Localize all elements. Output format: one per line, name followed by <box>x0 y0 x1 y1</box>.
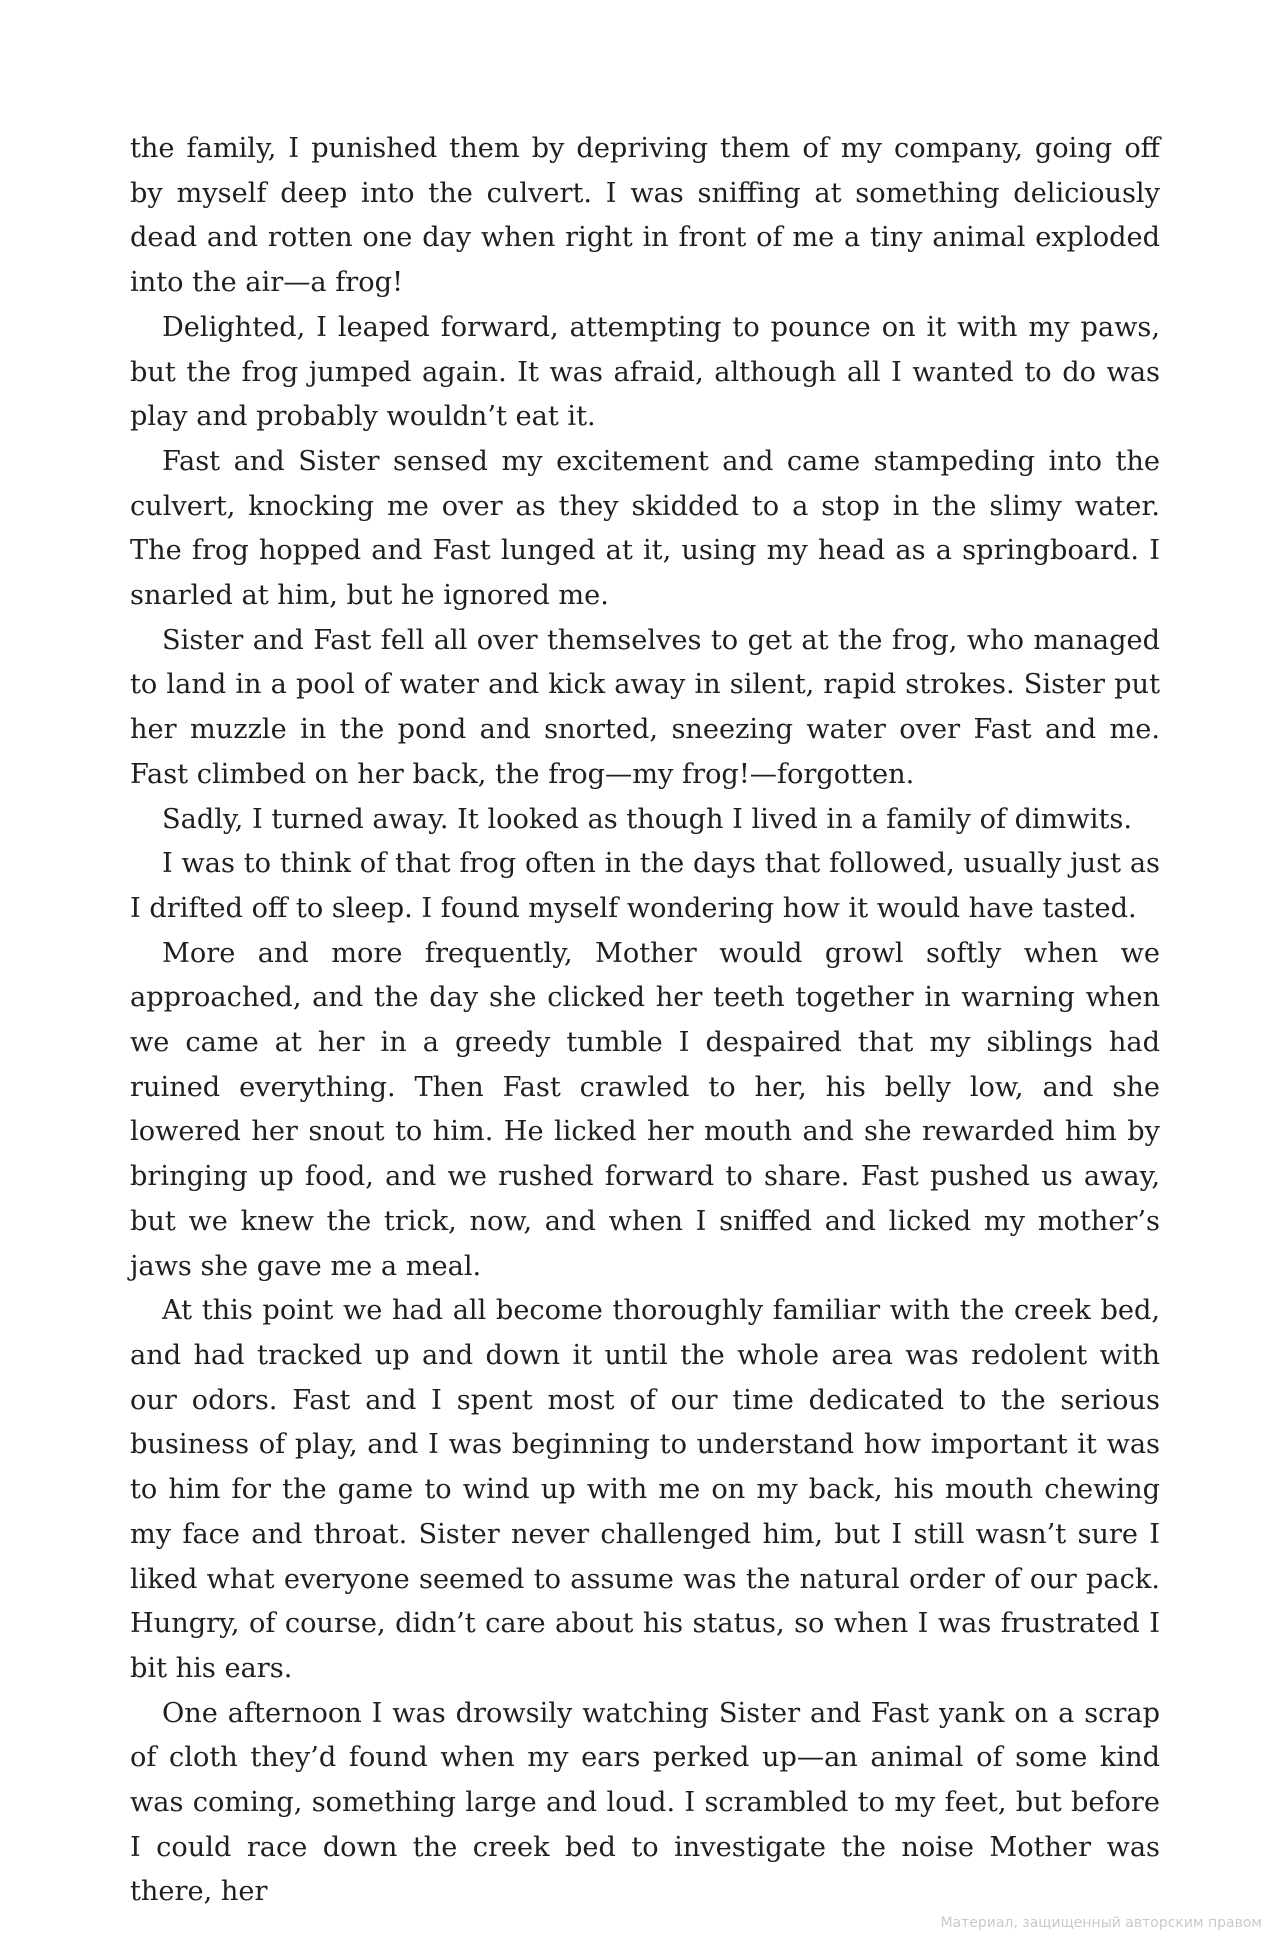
paragraph-9: One afternoon I was drowsily watching Sister and Fast yank on a scrap of cloth they’d found when my ears perked up—an animal of some kind was coming, something large and loud. I scrambled to my feet, but before I could race down the creek bed to investigate the noise Mother was there, her <box>130 1697 1160 1908</box>
paragraph-4: Sister and Fast fell all over themselves to get at the frog, who managed to land in a pool of water and kick away in silent, rapid strokes. Sister put her muzzle in the pond and snorted, sneezing water over Fast and me. Fast climbed on her back, the frog—my frog!—forgotten. <box>130 624 1160 790</box>
paragraph-8: At this point we had all become thoroughly familiar with the creek bed, and had tracked up and down it until the whole area was redolent with our odors. Fast and I spent most of our time dedicated to the serious business of play, and I was beginning to understand how important it was to him for the game to wind up with me on my back, his mouth chewing my face and throat. Sister never challenged him, but I still wasn’t sure I liked what everyone seemed to assume was the natural order of our pack. Hungry, of course, didn’t care about his status, so when I was frustrated I bit his ears. <box>130 1295 1160 1684</box>
book-page-text <box>130 127 1160 1915</box>
paragraph-6: I was to think of that frog often in the days that followed, usually just as I drifted off to sleep. I found myself wondering how it would have tasted. <box>130 848 1160 924</box>
paragraph-3: Fast and Sister sensed my excitement and came stampeding into the culvert, knocking me over as they skidded to a stop in the slimy water. The frog hopped and Fast lunged at it, using my head as a springboard. I snarled at him, but he ignored me. <box>130 445 1160 612</box>
paragraph-1-continued: the family, I punished them by depriving them of my company, going off by myself deep into the culvert. I was sniffing at something deliciously dead and rotten one day when right in front of me a tiny animal exploded into the air—a frog! <box>130 133 1160 299</box>
copyright-watermark: Материал, защищенный авторским правом <box>940 1915 1262 1931</box>
paragraph-5: Sadly, I turned away. It looked as though I lived in a family of dimwits. <box>162 803 1133 835</box>
paragraph-7: More and more frequently, Mother would growl softly when we approached, and the day she clicked her teeth together in warning when we came at her in a greedy tumble I despaired that my siblings had ruined everything. Then Fast crawled to her, his belly low, and she lowered her snout to him. He licked her mouth and she rewarded him by bringing up food, and we rushed forward to share. Fast pushed us away, but we knew the trick, now, and when I sniffed and licked my mother’s jaws she gave me a meal. <box>130 937 1160 1282</box>
paragraph-2: Delighted, I leaped forward, attempting to pounce on it with my paws, but the frog jumped again. It was afraid, although all I wanted to do was play and probably wouldn’t eat it. <box>130 311 1160 433</box>
